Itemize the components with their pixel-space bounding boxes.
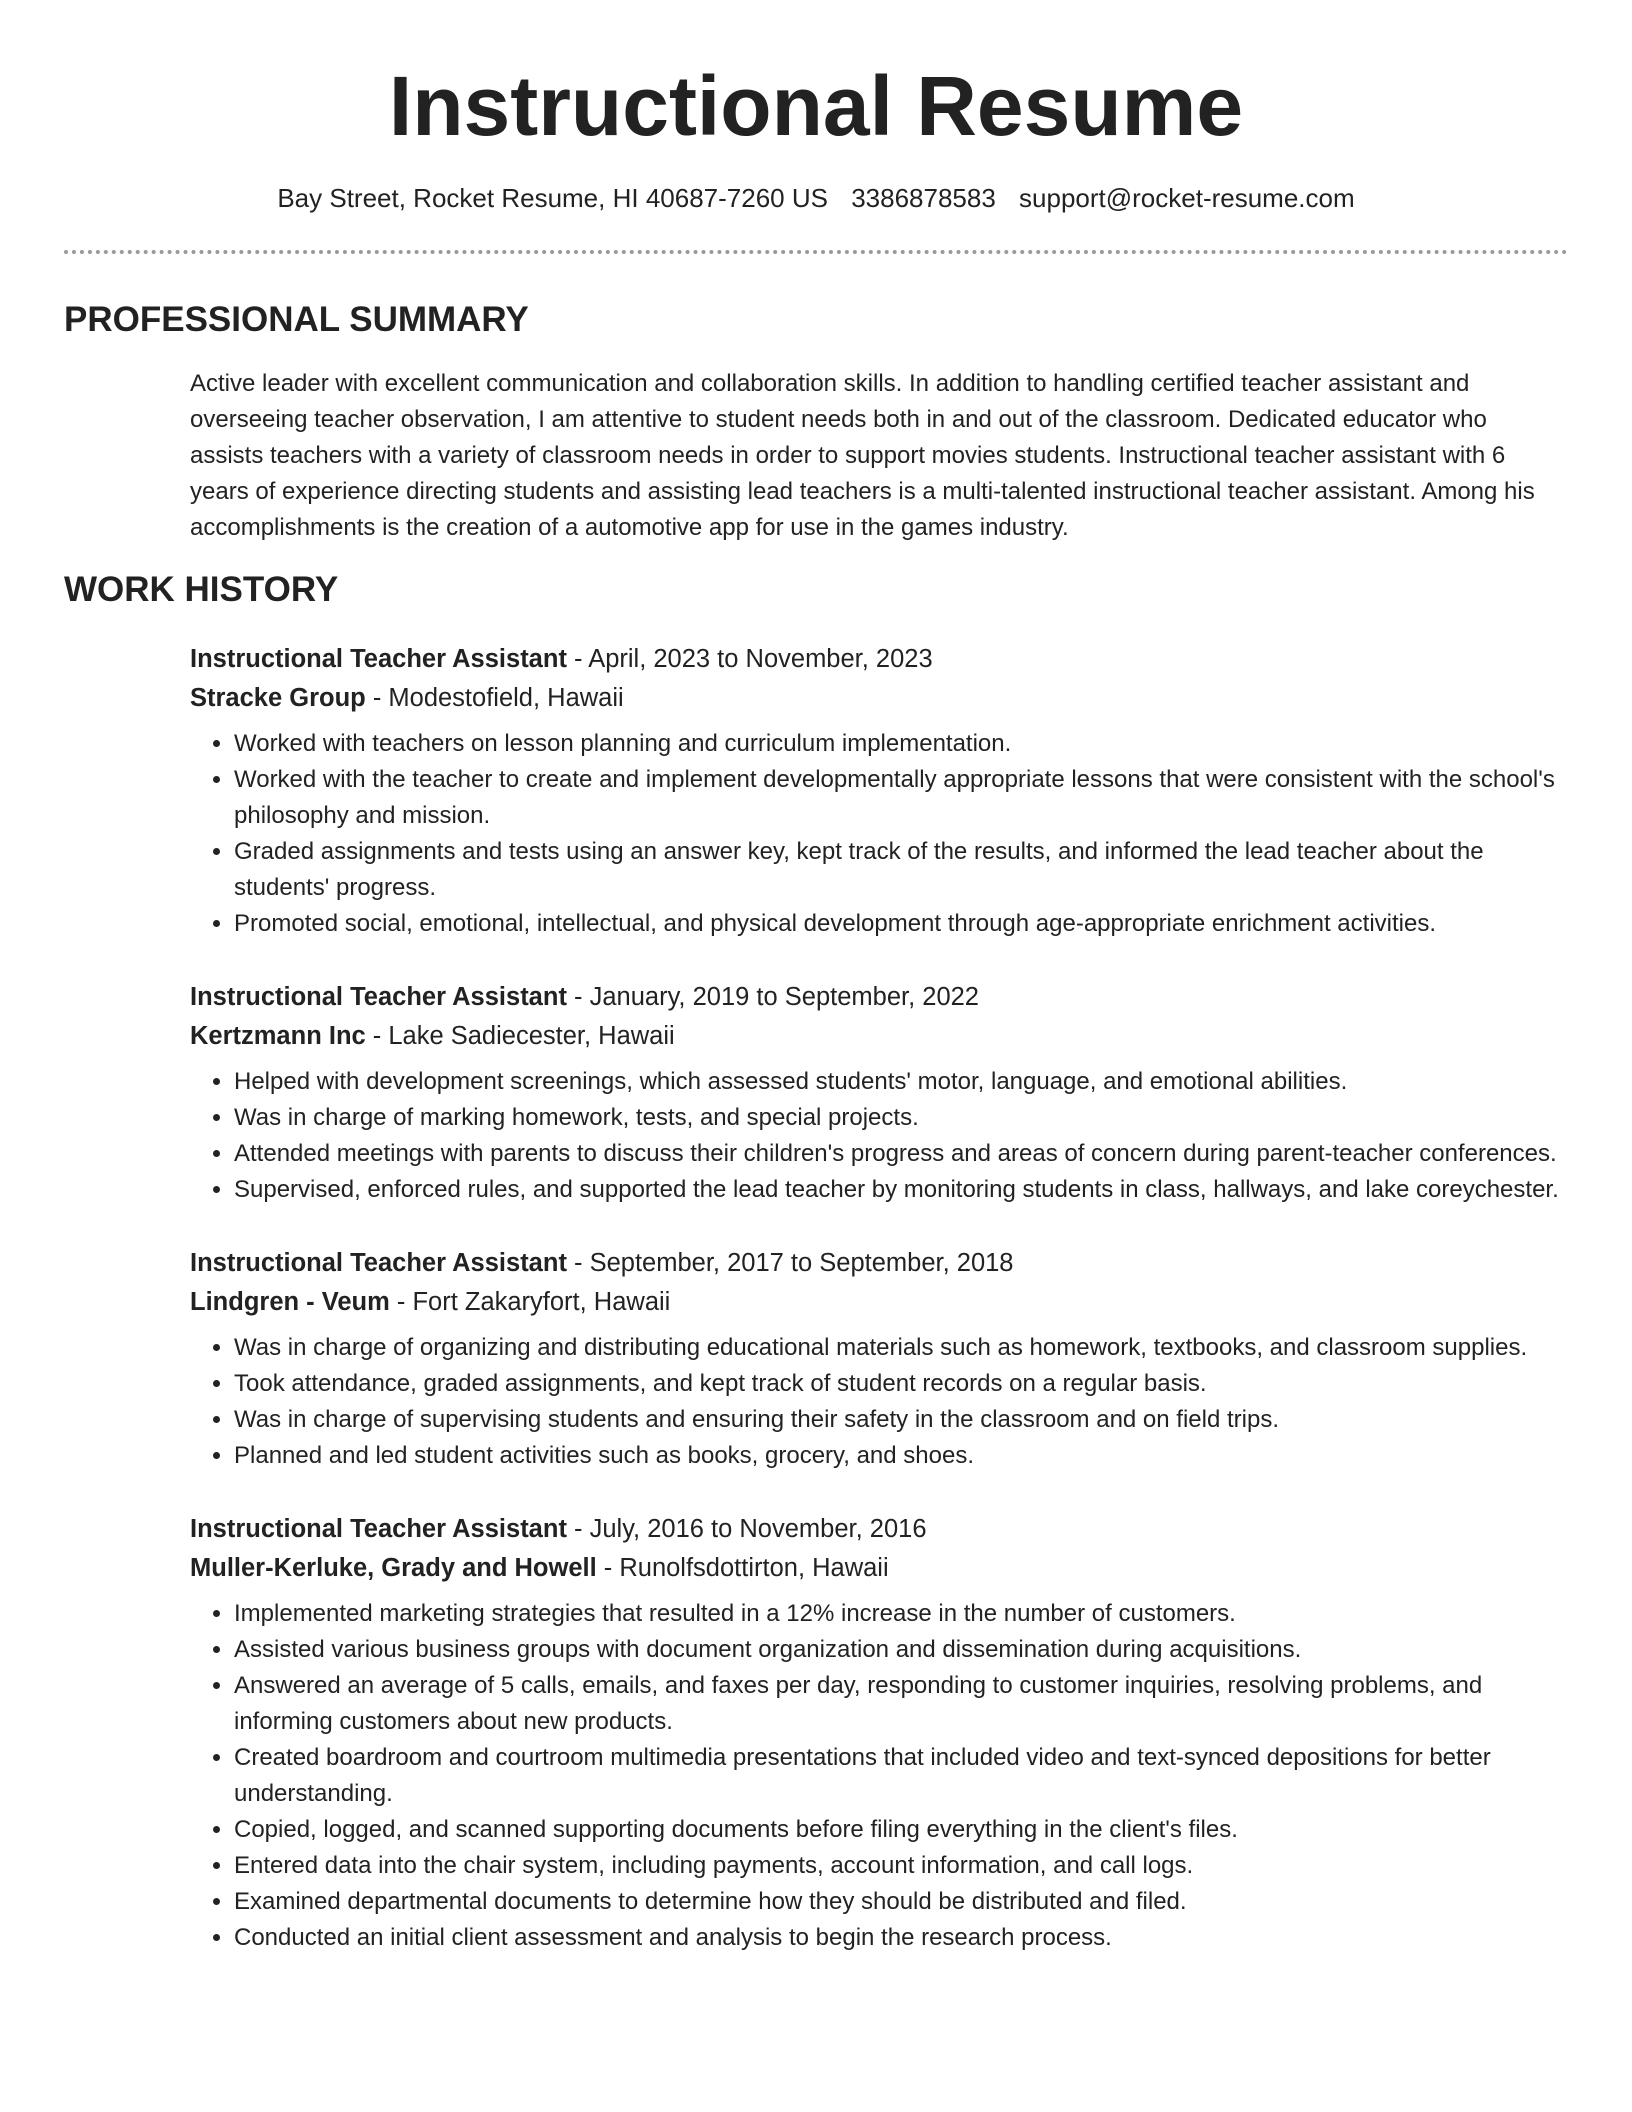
job-bullet: • Helped with development screenings, which assessed students' motor, language, and emotional abilities. xyxy=(234,1064,1565,1100)
resume-title: Instructional Resume xyxy=(388,59,1244,153)
job-bullet: • Copied, logged, and scanned supporting documents before filing everything in the client's files. xyxy=(234,1812,1565,1848)
job-bullets xyxy=(190,1064,1565,1208)
job-title-line xyxy=(190,640,1565,679)
job-dates: - April, 2023 to November, 2023 xyxy=(566,645,933,673)
header-divider xyxy=(64,250,1568,254)
contact-phone: 3386878583 xyxy=(851,183,996,213)
job-bullet: • Worked with the teacher to create and implement developmentally appropriate lessons that were consistent with the school's philosophy and mission. xyxy=(234,762,1565,834)
job-bullet: • Planned and led student activities such as books, grocery, and shoes. xyxy=(234,1438,1565,1474)
job-company: Muller-Kerluke, Grady and Howell xyxy=(190,1554,597,1582)
job-entry xyxy=(190,1244,1565,1474)
job-bullets xyxy=(190,1330,1565,1474)
job-bullets xyxy=(190,1596,1565,1956)
job-bullet: • Promoted social, emotional, intellectual, and physical development through age-appropriate enrichment activities. xyxy=(234,906,1565,942)
job-location: - Runolfsdottirton, Hawaii xyxy=(596,1554,889,1582)
job-bullet: • Assisted various business groups with document organization and dissemination during acquisitions. xyxy=(234,1632,1565,1668)
job-bullet: • Attended meetings with parents to discuss their children's progress and areas of concern during parent-teacher conferences. xyxy=(234,1136,1565,1172)
job-title-line xyxy=(190,1510,1565,1549)
job-dates: - July, 2016 to November, 2016 xyxy=(566,1515,927,1543)
job-company-line xyxy=(190,1283,1565,1322)
job-bullet: • Worked with teachers on lesson planning and curriculum implementation. xyxy=(234,726,1565,762)
job-location: - Lake Sadiecester, Hawaii xyxy=(365,1022,675,1050)
job-role: Instructional Teacher Assistant xyxy=(190,1249,567,1277)
job-role: Instructional Teacher Assistant xyxy=(190,645,567,673)
job-bullet: • Created boardroom and courtroom multimedia presentations that included video and text-synced depositions for better understanding. xyxy=(234,1740,1565,1812)
job-entry xyxy=(190,978,1565,1208)
job-company: Stracke Group xyxy=(190,684,366,712)
job-bullet: • Entered data into the chair system, including payments, account information, and call logs. xyxy=(234,1848,1565,1884)
job-bullet: • Was in charge of marking homework, tests, and special projects. xyxy=(234,1100,1565,1136)
job-entry xyxy=(190,640,1565,942)
job-title-line xyxy=(190,1244,1565,1283)
contact-line xyxy=(0,180,1632,216)
job-role: Instructional Teacher Assistant xyxy=(190,983,567,1011)
job-dates: - September, 2017 to September, 2018 xyxy=(566,1249,1014,1277)
job-role: Instructional Teacher Assistant xyxy=(190,1515,567,1543)
job-bullet: • Graded assignments and tests using an answer key, kept track of the results, and informed the lead teacher about the students' progress. xyxy=(234,834,1565,906)
job-company-line xyxy=(190,1549,1565,1588)
job-location: - Modestofield, Hawaii xyxy=(365,684,624,712)
contact-address: Bay Street, Rocket Resume, HI 40687-7260 US xyxy=(277,183,828,213)
job-dates: - January, 2019 to September, 2022 xyxy=(566,983,979,1011)
job-company: Lindgren - Veum xyxy=(190,1288,390,1316)
job-bullet: • Supervised, enforced rules, and supported the lead teacher by monitoring students in class, hallways, and lake coreychester. xyxy=(234,1172,1565,1208)
job-bullet: • Was in charge of supervising students and ensuring their safety in the classroom and on field trips. xyxy=(234,1402,1565,1438)
contact-email: support@rocket-resume.com xyxy=(1019,183,1355,213)
job-company: Kertzmann Inc xyxy=(190,1022,366,1050)
job-bullet: • Was in charge of organizing and distributing educational materials such as homework, textbooks, and classroom supplies. xyxy=(234,1330,1565,1366)
job-bullet: • Conducted an initial client assessment and analysis to begin the research process. xyxy=(234,1920,1565,1956)
job-entry xyxy=(190,1510,1565,1956)
job-company-line xyxy=(190,679,1565,718)
job-bullet: • Implemented marketing strategies that resulted in a 12% increase in the number of customers. xyxy=(234,1596,1565,1632)
job-company-line xyxy=(190,1017,1565,1056)
work-history-list xyxy=(190,640,1565,1992)
job-bullets xyxy=(190,726,1565,942)
job-bullet: • Took attendance, graded assignments, and kept track of student records on a regular basis. xyxy=(234,1366,1565,1402)
job-bullet: • Examined departmental documents to determine how they should be distributed and filed. xyxy=(234,1884,1565,1920)
job-location: - Fort Zakaryfort, Hawaii xyxy=(389,1288,671,1316)
job-title-line xyxy=(190,978,1565,1017)
work-history-heading: WORK HISTORY xyxy=(64,570,339,609)
summary-heading: PROFESSIONAL SUMMARY xyxy=(64,300,529,339)
job-bullet: • Answered an average of 5 calls, emails, and faxes per day, responding to customer inquiries, resolving problems, and informing customers about new products. xyxy=(234,1668,1565,1740)
summary-text: Active leader with excellent communication and collaboration skills. In addition to handling certified teacher assistant and overseeing teacher observation, I am attentive to student needs both in and out of the classroom. Dedicated educator who assists teachers with a variety of classroom needs in order to support movies students. Instructional teacher assistant with 6 years of experience directing students and assisting lead teachers is a multi-talented instructional teacher assistant. Among his accomplishments is the creation of a automotive app for use in the games industry. xyxy=(190,370,1535,541)
